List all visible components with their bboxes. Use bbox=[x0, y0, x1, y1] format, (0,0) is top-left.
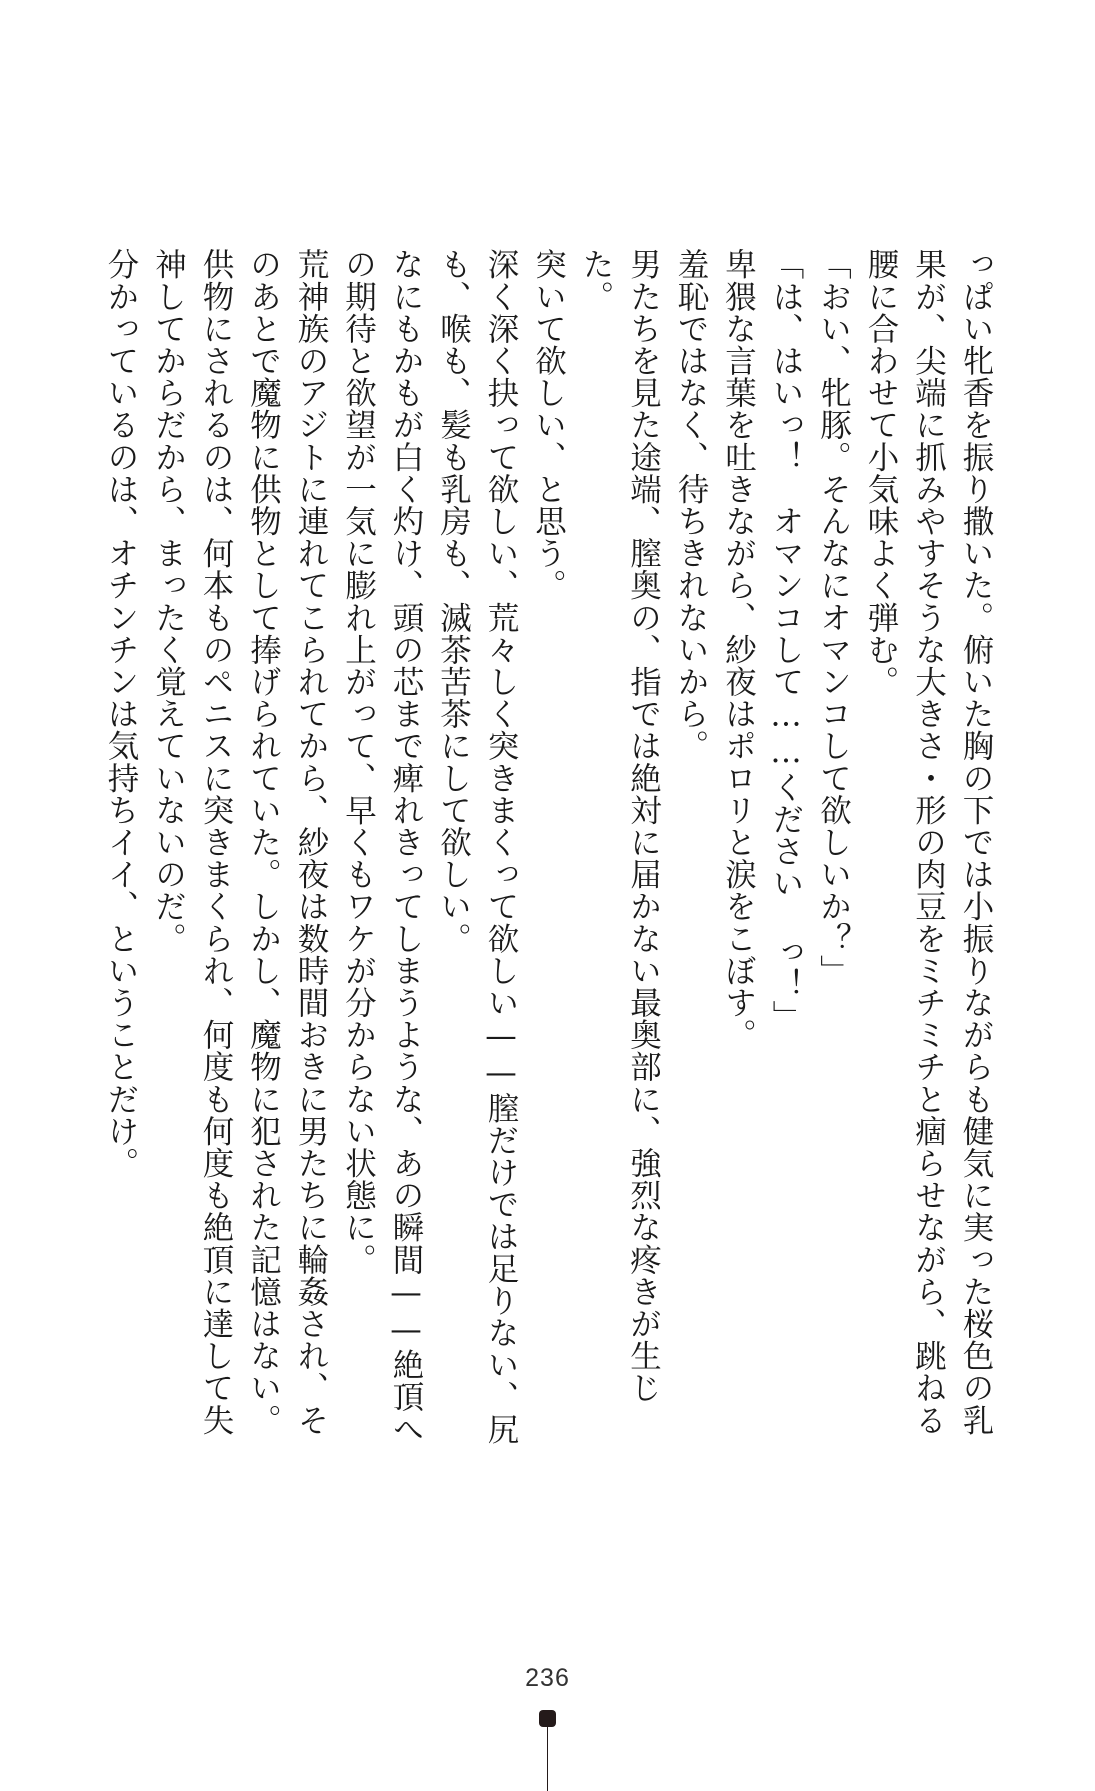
paragraph: 荒神族のアジトに連れてこられてから、紗夜は数時間おきに男たちに輪姦され、そのあとで魔物に供物として捧げられていた。しかし、魔物に犯された記憶はない。供物にされるのは、何本ものペニスに突きまくられ、何度も何度も絶頂に達して失神してからだから、まったく覚えていないのだ。 bbox=[150, 248, 329, 1436]
paragraph: 男たちを見た途端、膣奥の、指では絶対に届かない最奥部に、強烈な疼きが生じた。 bbox=[578, 248, 662, 1404]
folio-line bbox=[547, 1727, 548, 1791]
page-number: 236 bbox=[525, 1664, 570, 1692]
paragraph: 卑猥な言葉を吐きながら、紗夜はポロリと涙をこぼす。 bbox=[720, 248, 757, 1051]
paragraph: 「は、はいっ！ オマンコして……ください っ！」 bbox=[768, 248, 804, 1032]
vertical-text-body bbox=[103, 248, 999, 1458]
paragraph: なにもかもが白く灼け、頭の芯まで痺れきってしまうような、あの瞬間——絶頂への期待と欲望が一気に膨れ上がって、早くもワケが分からない状態に。 bbox=[340, 248, 424, 1445]
paragraph: 「おい、牝豚。そんなにオマンコして欲しいか？」 bbox=[815, 248, 852, 987]
folio-marker bbox=[539, 1710, 556, 1727]
paragraph: 深く深く抉って欲しい、荒々しく突きまくって欲しい——膣だけでは足りない、尻も、喉も、髪も乳房も、滅茶苦茶にして欲しい。 bbox=[435, 248, 519, 1445]
paragraph: 分かっているのは、オチンチンは気持ちイイ、ということだけ。 bbox=[103, 248, 139, 1179]
paragraph: 羞恥ではなく、待ちきれないから。 bbox=[673, 248, 709, 762]
paragraph: 突いて欲しい、と思う。 bbox=[530, 248, 567, 602]
paragraph: っぱい牝香を振り撒いた。俯いた胸の下では小振りながらも健気に実った桜色の乳果が、尖端に抓みやすそうな大きさ・形の肉豆をミチミチと痼らせながら、跳ねる腰に合わせて小気味よく弾む。 bbox=[863, 248, 994, 1436]
